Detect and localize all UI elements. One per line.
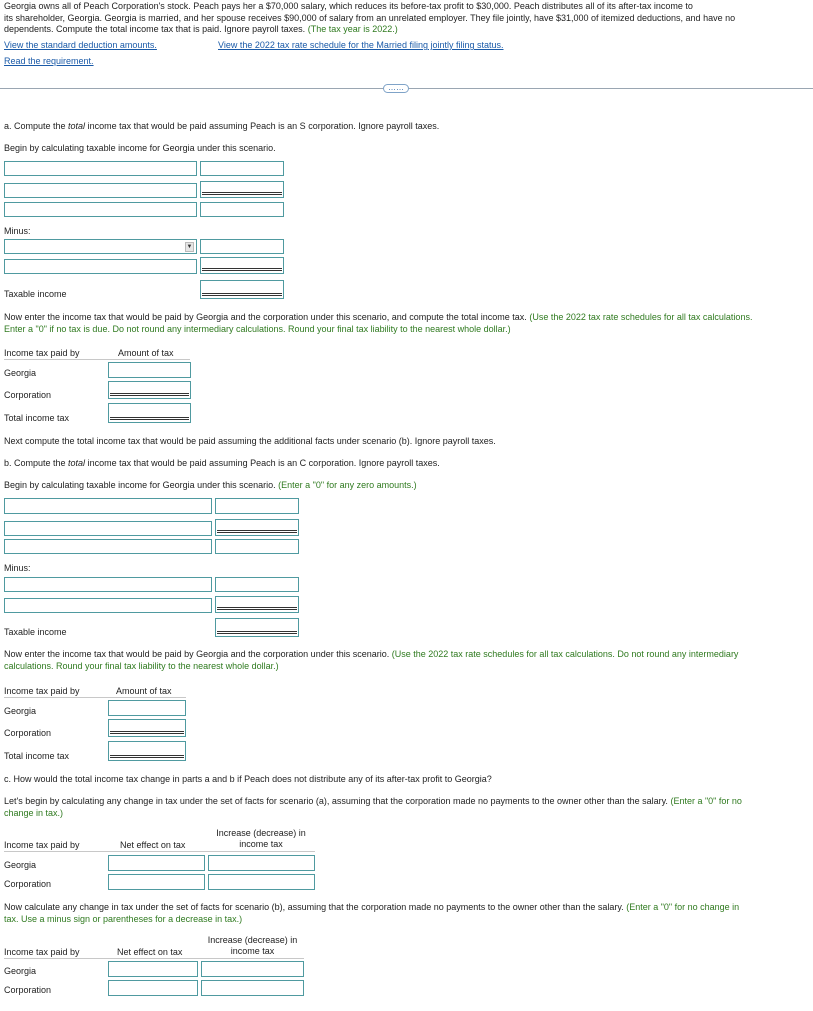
part-c-scenario-a-instruction [4, 796, 812, 819]
intro-tax-year-hint: (The tax year is 2022.) [307, 24, 398, 34]
part-a-income-amount-input-3[interactable] [200, 202, 284, 217]
part-b-question-prefix: b. Compute the [4, 458, 69, 468]
part-a-taxable-income-label: Taxable income [4, 289, 67, 299]
part-a-taxable-income-input[interactable] [200, 280, 284, 299]
part-a-begin-instruction: Begin by calculating taxable income for Georgia under this scenario. [4, 143, 276, 153]
problem-statement [4, 1, 809, 36]
part-b-exemption-label-input[interactable] [4, 598, 212, 613]
part-c-row-corporation-2: Corporation [4, 985, 52, 995]
part-b-begin-hint: (Enter a "0" for any zero amounts.) [278, 480, 417, 490]
part-c-scenario-a-hint-2: change in tax.) [4, 807, 64, 818]
part-a-income-label-input-1[interactable] [4, 161, 197, 176]
part-c-georgia-increase-input[interactable] [208, 855, 315, 871]
part-b-income-label-input-1[interactable] [4, 498, 212, 514]
part-b-row-total: Total income tax [4, 751, 70, 761]
part-c-col-increase-line-1: Increase (decrease) in [216, 828, 306, 838]
part-a-header-divider [4, 359, 190, 360]
part-c-scenario-a-text: Let's begin by calculating any change in tax under the set of facts for scenario (a), assuming that the corporation made no payments to the owner other than the salary. [4, 796, 668, 806]
part-a-exemption-amount-input[interactable] [200, 257, 284, 274]
part-a-income-label-input-3[interactable] [4, 202, 197, 217]
tax-rate-schedule-link[interactable]: View the 2022 tax rate schedule for the Married filing jointly filing status. [218, 40, 504, 50]
part-c-header-divider [4, 851, 315, 852]
part-c-georgia-net-effect-input-2[interactable] [108, 961, 198, 977]
part-c-col-paid-by: Income tax paid by [4, 840, 80, 850]
part-b-income-amount-input-2[interactable] [215, 519, 299, 536]
part-a-exemption-label-input[interactable] [4, 259, 197, 274]
intro-line-3 [4, 24, 809, 36]
part-b-exemption-amount-input[interactable] [215, 596, 299, 613]
part-a-row-georgia: Georgia [4, 368, 37, 378]
part-c-header-divider-2 [4, 958, 304, 959]
part-a-tax-instruction [4, 312, 813, 335]
part-b-tax-instruction [4, 649, 812, 672]
part-a-corporation-tax-input[interactable] [108, 381, 191, 399]
part-c-col-increase-2-line-1: Increase (decrease) in [207, 935, 298, 945]
part-c-scenario-b-hint-2: tax. Use a minus sign or parentheses for a decrease in tax.) [4, 913, 243, 924]
part-c-col-increase [207, 828, 315, 850]
part-b-income-amount-input-3[interactable] [215, 539, 299, 554]
part-a-total-tax-input[interactable] [108, 403, 191, 423]
part-a-question [4, 121, 439, 131]
part-b-header-divider [4, 697, 186, 698]
part-b-income-label-input-3[interactable] [4, 539, 212, 554]
part-c-corporation-increase-input-2[interactable] [201, 980, 304, 996]
part-a-question-emphasis: total [68, 121, 86, 131]
part-b-question-suffix: income tax that would be paid assuming Peach is an C corporation. Ignore payroll taxes. [85, 458, 440, 468]
part-c-scenario-b-instruction [4, 902, 812, 925]
part-c-scenario-b-text: Now calculate any change in tax under the set of facts for scenario (b), assuming that the corporation made no payments to the owner other than the salary. [4, 902, 624, 912]
part-a-deduction-amount-input[interactable] [200, 239, 284, 254]
part-b-income-label-input-2[interactable] [4, 521, 212, 536]
part-a-tax-instruction-hint-2: Enter a "0" if no tax is due. Do not round any intermediary calculations. Round your final tax liability to the nearest whole dollar.) [4, 323, 511, 334]
part-a-tax-instruction-text: Now enter the income tax that would be paid by Georgia and the corporation under this scenario, and compute the total income tax. [4, 312, 527, 322]
part-c-col-paid-by-2: Income tax paid by [4, 947, 80, 957]
part-a-question-suffix: income tax that would be paid assuming Peach is an S corporation. Ignore payroll taxes. [85, 121, 440, 131]
dropdown-arrow-icon[interactable]: ▼ [186, 244, 193, 250]
part-b-question [4, 458, 440, 468]
part-b-total-tax-input[interactable] [108, 741, 186, 761]
part-b-income-amount-input-1[interactable] [215, 498, 299, 514]
part-b-taxable-income-label: Taxable income [4, 627, 67, 637]
part-b-taxable-income-input[interactable] [215, 618, 299, 637]
part-a-income-label-input-2[interactable] [4, 183, 197, 198]
part-b-deduction-label-input[interactable] [4, 577, 212, 592]
part-c-corporation-net-effect-input[interactable] [108, 874, 205, 890]
part-c-corporation-net-effect-input-2[interactable] [108, 980, 198, 996]
part-b-question-emphasis: total [68, 458, 86, 468]
part-b-tax-instruction-hint: (Use the 2022 tax rate schedules for all tax calculations. Do not round any intermediary [391, 649, 739, 659]
part-c-row-georgia-2: Georgia [4, 966, 37, 976]
part-b-deduction-amount-input[interactable] [215, 577, 299, 592]
part-b-tax-instruction-text: Now enter the income tax that would be paid by Georgia and the corporation under this scenario. [4, 649, 390, 659]
part-a-income-amount-input-1[interactable] [200, 161, 284, 176]
part-b-begin-instruction [4, 480, 417, 490]
part-a-income-amount-input-2[interactable] [200, 181, 284, 198]
part-b-col-amount: Amount of tax [116, 686, 172, 696]
part-c-col-increase-2-line-2: income tax [230, 946, 275, 956]
part-c-georgia-net-effect-input[interactable] [108, 855, 205, 871]
part-a-col-amount: Amount of tax [118, 348, 174, 358]
part-c-col-net-effect: Net effect on tax [120, 840, 186, 850]
part-a-deduction-select[interactable] [4, 239, 197, 254]
requirement-link[interactable]: Read the requirement. [4, 56, 94, 66]
part-b-begin-text: Begin by calculating taxable income for Georgia under this scenario. [4, 480, 276, 490]
part-b-corporation-tax-input[interactable] [108, 719, 186, 737]
part-a-row-corporation: Corporation [4, 390, 52, 400]
part-a-minus-label: Minus: [4, 226, 31, 236]
part-b-row-corporation: Corporation [4, 728, 52, 738]
part-c-question: c. How would the total income tax change in parts a and b if Peach does not distribute any of its after-tax profit to Georgia? [4, 774, 492, 784]
part-b-georgia-tax-input[interactable] [108, 700, 186, 716]
part-c-col-increase-2 [200, 935, 305, 957]
part-b-row-georgia: Georgia [4, 706, 37, 716]
part-b-tax-instruction-hint-2: calculations. Round your final tax liability to the nearest whole dollar.) [4, 660, 279, 671]
intro-line-1: Georgia owns all of Peach Corporation's stock. Peach pays her a $70,000 salary, which reduces its before-tax profit to $30,000. Peach distributes all of its after-tax income to [4, 1, 693, 11]
part-c-row-corporation: Corporation [4, 879, 52, 889]
part-c-row-georgia: Georgia [4, 860, 37, 870]
part-b-minus-label: Minus: [4, 563, 31, 573]
part-a-georgia-tax-input[interactable] [108, 362, 191, 378]
part-a-col-paid-by: Income tax paid by [4, 348, 80, 358]
part-b-col-paid-by: Income tax paid by [4, 686, 80, 696]
part-c-col-net-effect-2: Net effect on tax [117, 947, 183, 957]
part-c-corporation-increase-input[interactable] [208, 874, 315, 890]
next-compute-instruction: Next compute the total income tax that would be paid assuming the additional facts under scenario (b). Ignore payroll taxes. [4, 436, 496, 446]
standard-deduction-link[interactable]: View the standard deduction amounts. [4, 40, 157, 50]
part-c-scenario-a-hint: (Enter a "0" for no [670, 796, 742, 806]
intro-line-3-text: dependents. Compute the total income tax that is paid. Ignore payroll taxes. [4, 24, 306, 34]
part-a-row-total: Total income tax [4, 413, 70, 423]
part-a-tax-instruction-hint: (Use the 2022 tax rate schedules for all tax calculations. [529, 312, 753, 322]
part-a-question-prefix: a. Compute the [4, 121, 69, 131]
part-c-georgia-increase-input-2[interactable] [201, 961, 304, 977]
part-c-col-increase-line-2: income tax [239, 839, 283, 849]
part-c-scenario-b-hint: (Enter a "0" for no change in [626, 902, 740, 912]
expand-more-button[interactable]: …… [383, 84, 409, 93]
intro-line-2: its shareholder, Georgia. Georgia is married, and her spouse receives $90,000 of salary from an unrelated employer. They file jointly, have $31,000 of itemized deductions, and have no [4, 12, 736, 23]
